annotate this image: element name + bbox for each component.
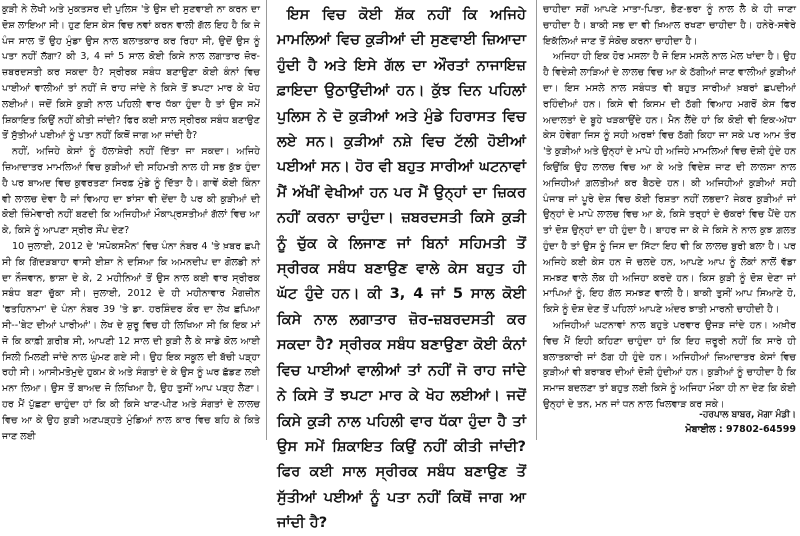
author-mobile: ਮੋਬਾਈਲ : 97802-64599 [685,424,796,436]
right-paragraph-1: ਚਾਹੀਦਾ ਸਗੋਂ ਆਪਣੇ ਮਾਤਾ-ਪਿਤਾ, ਭੈਣ-ਭਰਾ ਨੂੰ ਨਾਲ ਲੈ ਕੇ ਹੀ ਜਾਣਾ ਚਾਹੀਦਾ ਹੈ। ਬਾਕੀ ਸਭ ਦਾ ਵੀ ਖ਼ਿਆਲ ਰਖਣਾ ਚਾਹੀਦਾ ਹੈ। ਹਨੇਰੇ-ਸਵੇਰੇ ਇਕੱਲਿਆਂ ਜਾਣ ਤੋਂ ਸੰਕੋਚ ਕਰਨਾ ਚਾਹੀਦਾ ਹੈ। [543,4,796,47]
left-paragraph-1: ਕੁੜੀ ਨੇ ਲੇਖੀ ਅਤੇ ਮੁਕਤਸਰ ਦੀ ਪੁਲਿਸ 'ਤੇ ਉਸ ਦੀ ਸੁਣਵਾਈ ਨਾ ਕਰਨ ਦਾ ਦੋਸ਼ ਲਾਇਆ ਸੀ। ਹੁਣ ਇਸ ਕੇਸ ਵਿਚ ਨਵਾਂ ਕਰਨ ਵਾਲੀ ਗੱਲ ਇਹ ਹੈ ਕਿ ਜੇ ਪੰਜ ਸਾਲ ਤੋਂ ਉਹ ਮੁੰਡਾ ਉਸ ਨਾਲ ਬਲਾਤਕਾਰ ਕਰ ਰਿਹਾ ਸੀ, ਉਦੋਂ ਉਸ ਨੂੰ ਪਤਾ ਨਹੀਂ ਲੱਗਾ? ਕੀ 3, 4 ਜਾਂ 5 ਸਾਲ ਕੋਈ ਕਿਸੇ ਨਾਲ ਲਗਾਤਾਰ ਜ਼ੋਰ-ਜ਼ਬਰਦਸਤੀ ਕਰ ਸਕਦਾ ਹੈ? ਸ੍ਰੀਰਕ ਸਬੰਧ ਬਣਾਉਣਾ ਕੋਈ ਕੰਨਾਂ ਵਿਚ ਪਾਈਆਂ ਵਾਲੀਆਂ ਤਾਂ ਨਹੀਂ ਜੋ ਰਾਹ ਜਾਂਦੇ ਨੇ ਕਿਸੇ ਤੋਂ ਝਪਟਾ ਮਾਰ ਕੇ ਖੋਹ ਲਈਆਂ। ਜਦੋਂ ਕਿਸੇ ਕੁੜੀ ਨਾਲ ਪਹਿਲੀ ਵਾਰ ਧੱਕਾ ਹੁੰਦਾ ਹੈ ਤਾਂ ਉਸ ਸਮੇਂ ਸ਼ਿਕਾਇਤ ਕਿਉਂ ਨਹੀਂ ਕੀਤੀ ਜਾਂਦੀ? ਫਿਰ ਕਈ ਸਾਲ ਸ੍ਰੀਰਕ ਸਬੰਧ ਬਣਾਉਣ ਤੋਂ ਸੁੱਤੀਆਂ ਪਈਆਂ ਨੂੰ ਪਤਾ ਨਹੀਂ ਕਿਥੋਂ ਜਾਗ ਆ ਜਾਂਦੀ ਹੈ? [2,4,260,142]
highlighted-quote-column [267,0,537,532]
left-text-column [0,0,267,440]
author-signature: -ਹਰਪਾਲ ਬਾਬਰ, ਮੋਗਾ ਮੰਡੀ। [699,410,796,421]
left-paragraph-2: ਨਹੀਂ, ਅਜਿਹੇ ਕੇਸਾਂ ਨੂੰ ਹੱਲਾਸ਼ੇਰੀ ਨਹੀਂ ਦਿੱਤਾ ਜਾ ਸਕਦਾ। ਅਜਿਹੇ ਜ਼ਿਆਦਾਤਰ ਮਾਮਲਿਆਂ ਵਿਚ ਕੁੜੀਆਂ ਦੀ ਸਹਿਮਤੀ ਨਾਲ ਹੀ ਸਭ ਕੁੱਝ ਹੁੰਦਾ ਹੈ ਪਰ ਬਾਅਦ ਵਿਚ ਕੁਵਰਤਣਾ ਸਿਰਫ਼ ਮੁੰਡੇ ਨੂੰ ਦਿੱਤਾ ਹੈ। ਗਾਵੇਂ ਕੋਈ ਕਿੰਨਾ ਵੀ ਲਾਲਚ ਦੇਵਾ ਹੈ ਜਾਂ ਵਿਆਹ ਦਾ ਝਾਂਸਾ ਵੀ ਦੇਂਦਾ ਹੈ ਪਰ ਕੀ ਕੁੜੀਆਂ ਦੀ ਕੋਈ ਜ਼ਿੰਮੇਵਾਰੀ ਨਹੀਂ ਬਣਦੀ ਕਿ ਅਜਿਹੀਆਂ ਮੌਕਾਪ੍ਰਸਤੀਆਂ ਗੱਲਾਂ ਵਿਚ ਆ ਕੇ, ਕਿਸੇ ਨੂੰ ਆਪਣਾ ਸ੍ਰੀਰ ਸੌਂਪ ਦੇਣ? [2,146,260,237]
right-paragraph-3: ਅਜਿਹੀਆਂ ਘਟਨਾਵਾਂ ਨਾਲ ਬਹੁਤੇ ਪਰਵਾਰ ਉਜੜ ਜਾਂਦੇ ਹਨ। ਅਖ਼ੀਰ ਵਿਚ ਮੈਂ ਇਹੀ ਕਹਿਣਾ ਚਾਹੁੰਦਾ ਹਾਂ ਕਿ ਇਹ ਜ਼ਰੂਰੀ ਨਹੀਂ ਕਿ ਸਾਰੇ ਹੀ ਬਲਾਤਕਾਰੀ ਜਾਂ ਠੱਗ ਹੀ ਹੁੰਦੇ ਹਨ। ਅਜਿਹੀਆਂ ਜ਼ਿਆਦਾਤਰ ਕੇਸਾਂ ਵਿਚ ਕੁੜੀਆਂ ਵੀ ਬਰਾਬਰ ਦੀਆਂ ਦੋਸ਼ੀ ਹੁੰਦੀਆਂ ਹਨ। ਕੁੜੀਆਂ ਨੂੰ ਚਾਹੀਦਾ ਹੈ ਕਿ ਸਮਾਜ ਬਦਲਣਾ ਤਾਂ ਬਹੁਤ ਲਈ ਕਿਸੇ ਨੂੰ ਅਜਿਹਾ ਮੌਕਾ ਹੀ ਨਾ ਦੇਣ ਕਿ ਕੋਈ ਉਨ੍ਹਾਂ ਦੇ ਤਨ, ਮਨ ਜਾਂ ਧਨ ਨਾਲ ਖਿਲਵਾੜ ਕਰ ਸਕੇ। [543,319,796,410]
quote-paragraph: ਇਸ ਵਿਚ ਕੋਈ ਸ਼ੱਕ ਨਹੀਂ ਕਿ ਅਜਿਹੇ ਮਾਮਲਿਆਂ ਵਿਚ ਕੁੜੀਆਂ ਦੀ ਸੁਣਵਾਈ ਜ਼ਿਆਦਾ ਹੁੰਦੀ ਹੈ ਅਤੇ ਇਸੇ ਗੱਲ ਦਾ ਔਰਤਾਂ ਨਾਜਾਇਜ਼ ਫ਼ਾਇਦਾ ਉਠਾਉਂਦੀਆਂ ਹਨ। ਕੁੱਝ ਦਿਨ ਪਹਿਲਾਂ ਪੁਲਿਸ ਨੇ ਦੋ ਕੁੜੀਆਂ ਅਤੇ ਮੁੰਡੇ ਹਿਰਾਸਤ ਵਿਚ ਲਏ ਸਨ। ਕੁੜੀਆਂ ਨਸ਼ੇ ਵਿਚ ਟੱਲੀ ਹੋਈਆਂ ਪਈਆਂ ਸਨ। ਹੋਰ ਵੀ ਬਹੁਤ ਸਾਰੀਆਂ ਘਟਨਾਵਾਂ ਮੈਂ ਅੱਖੀਂ ਵੇਖੀਆਂ ਹਨ ਪਰ ਮੈਂ ਉਨ੍ਹਾਂ ਦਾ ਜ਼ਿਕਰ ਨਹੀਂ ਕਰਨਾ ਚਾਹੁੰਦਾ। ਜ਼ਬਰਦਸਤੀ ਕਿਸੇ ਕੁੜੀ ਨੂੰ ਚੁੱਕ ਕੇ ਲਿਜਾਣ ਜਾਂ ਬਿਨਾਂ ਸਹਿਮਤੀ ਤੋਂ ਸ੍ਰੀਰਕ ਸਬੰਧ ਬਣਾਉਣ ਵਾਲੇ ਕੇਸ ਬਹੁਤ ਹੀ ਘੱਟ ਹੁੰਦੇ ਹਨ। ਕੀ 3, 4 ਜਾਂ 5 ਸਾਲ ਕੋਈ ਕਿਸੇ ਨਾਲ ਲਗਾਤਾਰ ਜ਼ੋਰ-ਜ਼ਬਰਦਸਤੀ ਕਰ ਸਕਦਾ ਹੈ? ਸ੍ਰੀਰਕ ਸਬੰਧ ਬਣਾਉਣਾ ਕੋਈ ਕੰਨਾਂ ਵਿਚ ਪਾਈਆਂ ਵਾਲੀਆਂ ਤਾਂ ਨਹੀਂ ਜੋ ਰਾਹ ਜਾਂਦੇ ਨੇ ਕਿਸੇ ਤੋਂ ਝਪਟਾ ਮਾਰ ਕੇ ਖੋਹ ਲਈਆਂ। ਜਦੋਂ ਕਿਸੇ ਕੁੜੀ ਨਾਲ ਪਹਿਲੀ ਵਾਰ ਧੱਕਾ ਹੁੰਦਾ ਹੈ ਤਾਂ ਉਸ ਸਮੇਂ ਸ਼ਿਕਾਇਤ ਕਿਉਂ ਨਹੀਂ ਕੀਤੀ ਜਾਂਦੀ? ਫਿਰ ਕਈ ਸਾਲ ਸ੍ਰੀਰਕ ਸਬੰਧ ਬਣਾਉਣ ਤੋਂ ਸੁੱਤੀਆਂ ਪਈਆਂ ਨੂੰ ਪਤਾ ਨਹੀਂ ਕਿਥੋਂ ਜਾਗ ਆ ਜਾਂਦੀ ਹੈ? [277,6,526,532]
left-paragraph-3: 10 ਜੁਲਾਈ, 2012 ਦੇ 'ਸਪੋਕਸਮੈਨ' ਵਿਚ ਪੰਨਾ ਨੰਬਰ 4 'ਤੇ ਖ਼ਬਰ ਛਪੀ ਸੀ ਕਿ ਗਿੱਦੜਬਾਹਾ ਵਾਸੀ ਈਸ਼ਾ ਨੇ ਦਸਿਆ ਕਿ ਅਮਨਦੀਪ ਦਾ ਗੋਲਡੀ ਨਾਂ ਦਾ ਨੌਜਵਾਨ, ਭਾਸ਼ਾ ਦੇ ਕੇ, 2 ਮਹੀਨਿਆਂ ਤੋਂ ਉਸ ਨਾਲ ਕਈ ਵਾਰ ਸ੍ਰੀਰਕ ਸਬੰਧ ਬਣਾ ਚੁੱਕਾ ਸੀ। ਜੁਲਾਈ, 2012 ਦੇ ਹੀ ਮਹੀਨਾਵਾਰ ਮੈਗਜ਼ੀਨ 'ਫਤਹਿਨਾਮਾ' ਦੇ ਪੰਨਾ ਨੰਬਰ 39 'ਤੇ ਡਾ. ਹਰਸ਼ਿੰਦਰ ਕੌਰ ਦਾ ਲੇਖ ਛਪਿਆ ਸੀ--'ਬੇਟ ਦੀਆਂ ਪਾਰੀਆਂ'। ਲੇਖ ਦੇ ਸ਼ੁਰੂ ਵਿਚ ਹੀ ਲਿਖਿਆ ਸੀ ਕਿ ਇਕ ਮਾਂ ਜੋ ਕਿ ਕਾਫ਼ੀ ਗ਼ਰੀਬ ਸੀ, ਆਪਣੀ 12 ਸਾਲ ਦੀ ਕੁੜੀ ਲੈ ਕੇ ਸਾਡੇ ਕੋਲ ਆਈ ਸਿਲੀ ਮਿਲਣੀ ਜਾਂਦੇ ਨਾਲ ਘੁੰਮਣ ਗਏ ਸੀ। ਉਹ ਇਕ ਸਕੂਲ ਦੀ ਬੱਚੀ ਪੜ੍ਹਾ ਰਹੀ ਸੀ। ਆਸੀਮਤੋਮੁਦੇ ਹੁਕਮ ਕੇ ਅਤੇ ਸੰਗਤਾਂ ਦੇ ਕੇ ਉਸ ਨੂੰ ਘਰ ਛੱਡਣ ਲਈ ਮਨਾ ਲਿਆ। ਉਸ ਤੋਂ ਬਾਅਦ ਜੋ ਲਿਖਿਆ ਹੈ, ਉਹ ਤੁਸੀਂ ਆਪ ਪੜ੍ਹ ਲੈਣਾ। ਹਰ ਮੈਂ ਪੁੱਛਣਾ ਚਾਹੁੰਦਾ ਹਾਂ ਕਿ ਕੀ ਕਿਸੇ ਖਾਣ-ਪੀਣ ਅਤੇ ਸੰਗਤਾਂ ਦੇ ਲਾਲਚ ਵਿਚ ਆ ਕੇ ਉਹ ਕੁੜੀ ਅਣਪੜ੍ਹਤੇ ਮੁੰਡਿਆਂ ਨਾਲ ਕਾਰ ਵਿਚ ਬਹਿ ਕੇ ਕਿਤੇ ਜਾਣ ਲਈ [2,240,260,442]
right-text-column [537,0,800,440]
right-paragraph-2: ਅਜਿਹਾ ਹੀ ਇਕ ਹੋਰ ਮਸਲਾ ਹੈ ਜੋ ਇਸ ਮਸਲੇ ਨਾਲ ਮੇਲ ਖਾਂਦਾ ਹੈ। ਉਹ ਹੈ ਵਿਦੇਸ਼ੀ ਲਾੜਿਆਂ ਦੇ ਲਾਲਚ ਵਿਚ ਆ ਕੇ ਠੱਗੀਆਂ ਜਾਣ ਵਾਲੀਆਂ ਕੁੜੀਆਂ ਦਾ। ਇਸ ਮਸਲੇ ਨਾਲ ਸਬੰਧਤ ਵੀ ਬਹੁਤ ਸਾਰੀਆਂ ਖ਼ਬਰਾਂ ਛਪਦੀਆਂ ਰਹਿੰਦੀਆਂ ਹਨ। ਕਿਸੇ ਵੀ ਕਿਸਮ ਦੀ ਠੱਗੀ ਵਿਆਹ ਮਗਰੋਂ ਕੇਸ ਫਿਰ ਅਦਾਲਤਾਂ ਦੇ ਬੂਹੇ ਖੜਕਾਉਂਦੇ ਹਨ। ਮੈਨ ਲੈਂਦੇ ਹਾਂ ਕਿ ਕੋਈ ਵੀ ਇਕ-ਅੱਧਾ ਕੇਸ ਹੋਵੇਗਾ ਜਿਸ ਨੂੰ ਸਹੀ ਅਰਥਾਂ ਵਿਚ ਠੱਗੀ ਕਿਹਾ ਜਾ ਸਕੇ ਪਰ ਆਮ ਤੌਰ 'ਤੇ ਕੁੜੀਆਂ ਅਤੇ ਉਨ੍ਹਾਂ ਦੇ ਮਾਪੇ ਹੀ ਅਜਿਹੇ ਮਾਮਲਿਆਂ ਵਿਚ ਦੋਸ਼ੀ ਹੁੰਦੇ ਹਨ ਕਿਉਂਕਿ ਉਹ ਲਾਲਚ ਵਿਚ ਆ ਕੇ ਅਤੇ ਵਿਦੇਸ਼ ਜਾਣ ਦੀ ਲਾਲਸਾ ਨਾਲ ਅਜਿਹੀਆਂ ਗ਼ਲਤੀਆਂ ਕਰ ਬੈਠਦੇ ਹਨ। ਕੀ ਅਜਿਹੀਆਂ ਕੁੜੀਆਂ ਸਹੀ ਪੰਜਾਬ ਜਾਂ ਪੂਰੇ ਦੇਸ਼ ਵਿਚ ਕੋਈ ਰਿਸ਼ਤਾ ਨਹੀਂ ਲਭਦਾ? ਜੇਕਰ ਕੁੜੀਆਂ ਜਾਂ ਉਨ੍ਹਾਂ ਦੇ ਮਾਪੇ ਲਾਲਚ ਵਿਚ ਆ ਕੇ, ਕਿਸੇ ਤਰ੍ਹਾਂ ਦੇ ਚੱਕਰਾਂ ਵਿਚ ਪੈਂਦੇ ਹਨ ਤਾਂ ਦੋਸ਼ ਉਨ੍ਹਾਂ ਦਾ ਹੀ ਹੁੰਦਾ ਹੈ। ਬਾਹਰ ਜਾ ਕੇ ਜੇ ਕਿਸੇ ਨੇ ਨਾਲ ਕੁਝ ਗ਼ਲਤ ਹੁੰਦਾ ਹੈ ਤਾਂ ਉਸ ਨੂੰ ਜਿਸ ਦਾ ਸਿੱਟਾ ਇਹ ਵੀ ਕਿ ਲਾਲਚ ਬੁਰੀ ਬਲਾ ਹੈ। ਪਰ ਅਜਿਹੇ ਕਈ ਕੇਸ ਹਨ ਜੋ ਚਲਦੇ ਹਨ, ਆਪਣੇ ਆਪ ਨੂੰ ਲੋਕਾਂ ਨਾਲੋਂ ਵੱਡਾ ਸਮਝਣ ਵਾਲੇ ਲੋਕ ਹੀ ਅਜਿਹਾ ਕਰਦੇ ਹਨ। ਕਿਸ ਕੁੜੀ ਨੂੰ ਦੋਸ਼ ਦੇਣਾ ਜਾਂ ਮਾਪਿਆਂ ਨੂੰ, ਇਹ ਗੱਲ ਸਮਝਣ ਵਾਲੀ ਹੈ। ਬਾਕੀ ਤੁਸੀਂ ਆਪ ਸਿਆਣੇ ਹੋ, ਕਿਸੇ ਨੂੰ ਦੋਸ਼ ਦੇਣ ਤੋਂ ਪਹਿਲਾਂ ਆਪਣੇ ਅੰਦਰ ਝਾਤੀ ਮਾਰਨੀ ਚਾਹੀਦੀ ਹੈ। [543,51,796,316]
